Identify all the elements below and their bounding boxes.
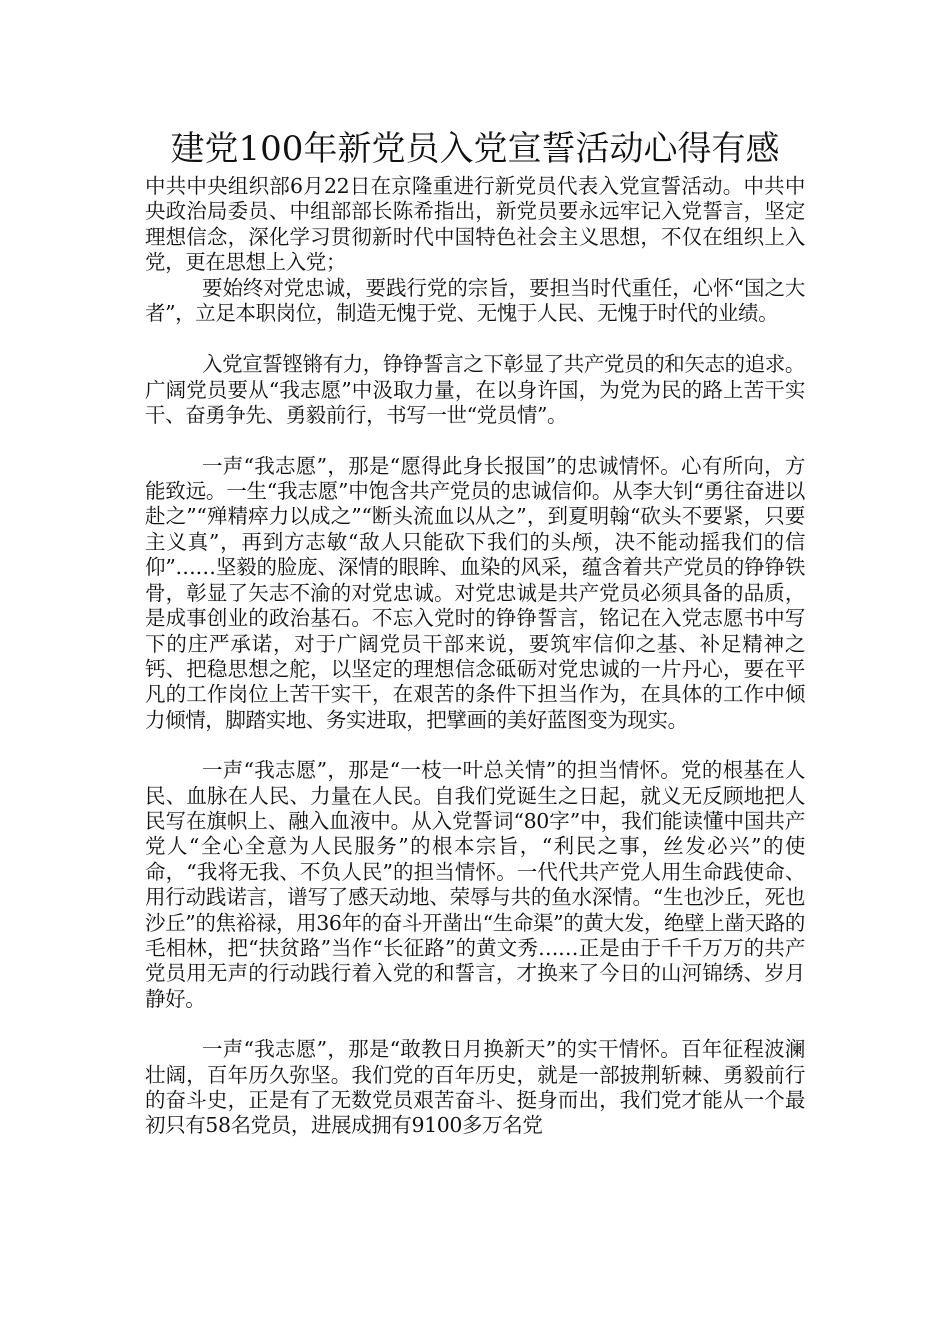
paragraph-duty: 要始终对党忠诚，要践行党的宗旨，要担当时代重任，心怀“国之大者”，立足本职岗位，制造无愧于党、无愧于人民、无愧于时代的业绩。 [145, 275, 805, 326]
paragraph-responsibility: 一声“我志愿”，那是“一枝一叶总关情”的担当情怀。党的根基在人民、血脉在人民、力量在人民。自我们党诞生之日起，就义无反顾地把人民写在旗帜上、融入血液中。从入党誓词“80字”中，我们能读懂中国共产党人“全心全意为人民服务”的根本宗旨，“利民之事，丝发必兴”的使命，“我将无我、不负人民”的担当情怀。一代代共产党人用生命践使命、用行动践诺言，谱写了感天动地、荣辱与共的鱼水深情。“生也沙丘，死也沙丘”的焦裕禄，用36年的奋斗开凿出“生命渠”的黄大发，绝壁上凿天路的毛相林，把“扶贫路”当作“长征路”的黄文秀……正是由于千千万万的共产党员用无声的行动践行着入党的和誓言，才换来了今日的山河锦绣、岁月静好。 [145, 758, 805, 1011]
document-page [145, 126, 805, 1139]
paragraph-loyalty: 一声“我志愿”，那是“愿得此身长报国”的忠诚情怀。心有所向，方能致远。一生“我志愿”中饱含共产党员的忠诚信仰。从李大钊“勇往奋进以赴之”“殚精瘁力以成之”“断头流血以从之”，到夏明翰“砍头不要紧，只要主义真”，再到方志敏“敌人只能砍下我们的头颅，决不能动摇我们的信仰”……坚毅的脸庞、深情的眼眸、血染的风采，蕴含着共产党员的铮铮铁骨，彰显了矢志不渝的对党忠诚。对党忠诚是共产党员必须具备的品质，是成事创业的政治基石。不忘入党时的铮铮誓言，铭记在入党志愿书中写下的庄严承诺，对于广阔党员干部来说，要筑牢信仰之基、补足精神之钙、把稳思想之舵，以坚定的理想信念砥砺对党忠诚的一片丹心，要在平凡的工作岗位上苦干实干，在艰苦的条件下担当作为，在具体的工作中倾力倾情，脚踏实地、务实进取，把擘画的美好蓝图变为现实。 [145, 453, 805, 732]
paragraph-action: 一声“我志愿”，那是“敢教日月换新天”的实干情怀。百年征程波澜壮阔，百年历久弥坚。我们党的百年历史，就是一部披荆斩棘、勇毅前行的奋斗史，正是有了无数党员艰苦奋斗、挺身而出，我们党才能从一个最初只有58名党员，进展成拥有9100多万名党 [145, 1037, 805, 1138]
document-title: 建党100年新党员入党宣誓活动心得有感 [170, 129, 780, 169]
paragraph-intro: 中共中央组织部6月22日在京隆重进行新党员代表入党宣誓活动。中共中央政治局委员、中组部部长陈希指出，新党员要永远牢记入党誓言，坚定理想信念，深化学习贯彻新时代中国特色社会主义思想，不仅在组织上入党，更在思想上入党； [145, 174, 805, 275]
paragraph-oath: 入党宣誓铿锵有力，铮铮誓言之下彰显了共产党员的和矢志的追求。广阔党员要从“我志愿”中汲取力量，在以身许国，为党为民的路上苦干实干、奋勇争先、勇毅前行，书写一世“党员情”。 [145, 352, 805, 428]
